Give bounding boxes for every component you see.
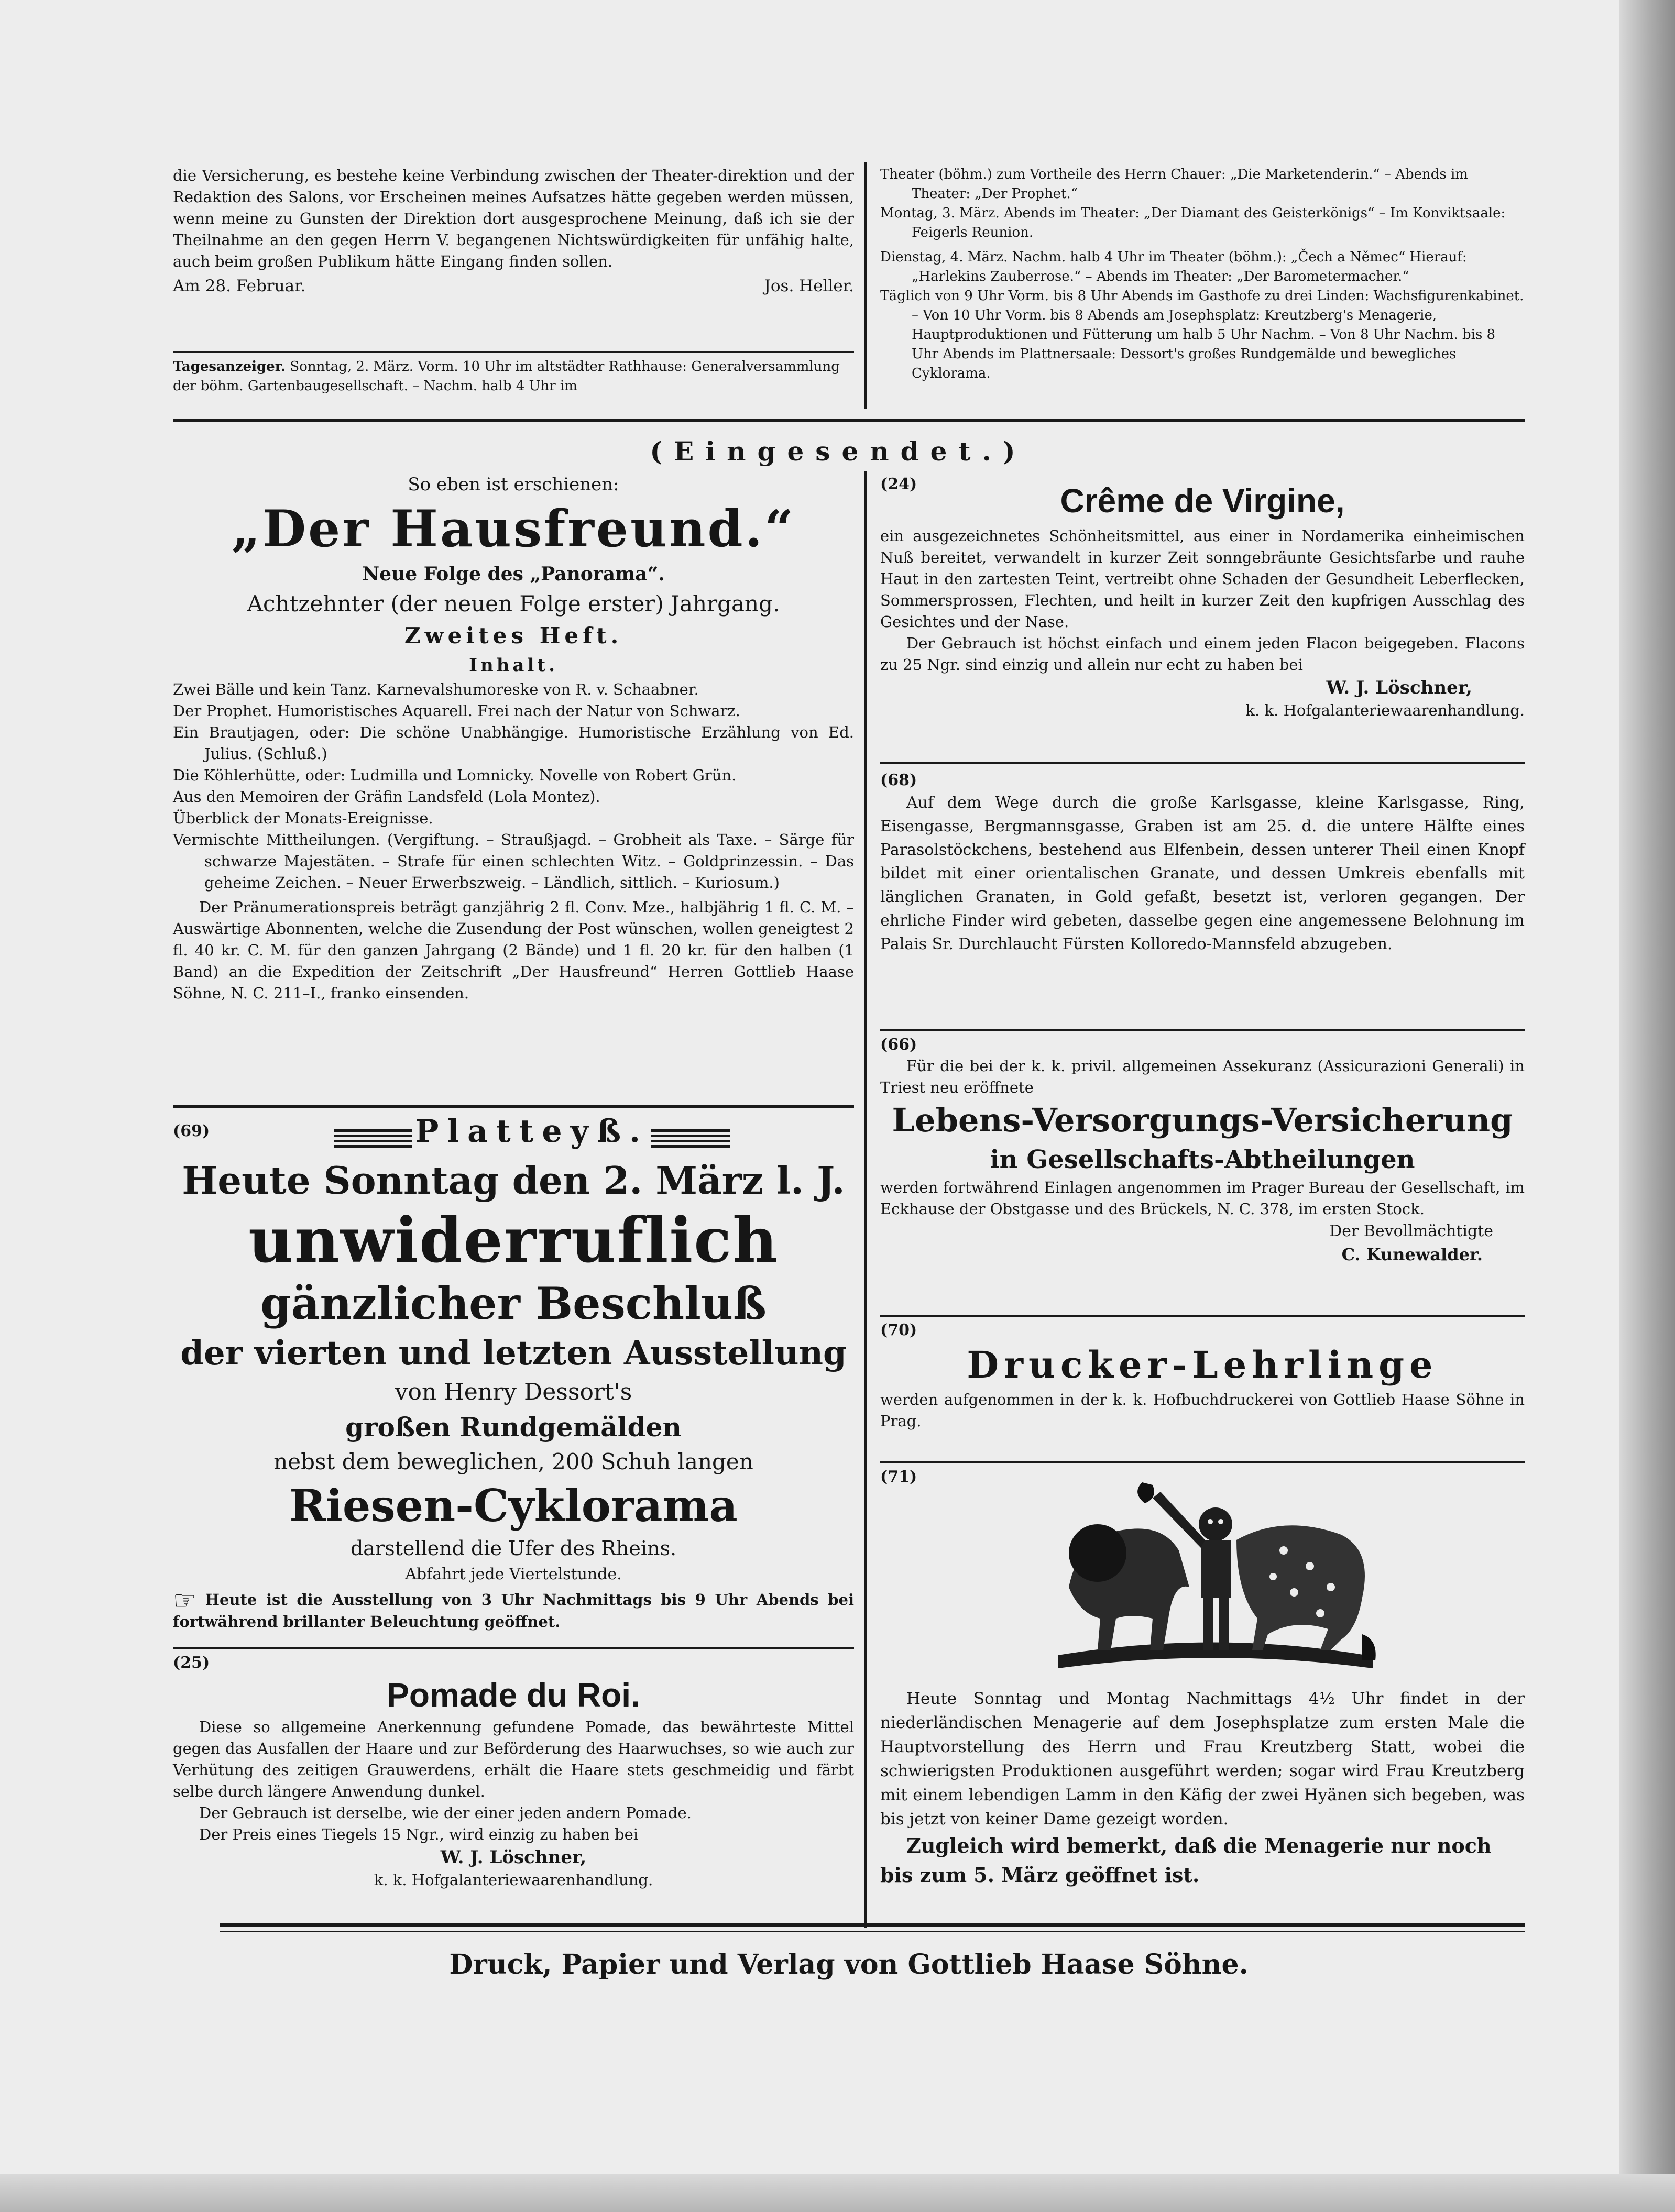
letter-section [173, 165, 854, 298]
rule [220, 1931, 1525, 1932]
insurance-sig2: C. Kunewalder. [1341, 1245, 1483, 1264]
hausfreund-year: Achtzehnter (der neuen Folge erster) Jahrgang. [247, 591, 780, 617]
listing-line: Theater (böhm.) zum Vortheile des Herrn Chauer: „Die Marketenderin.“ – Abends im Theater: „Der Prophet.“ [880, 167, 1468, 202]
contents-item: Aus den Memoiren der Gräfin Landsfeld (Lola Montez). [173, 788, 600, 806]
platteys-line7: nebst dem beweglichen, 200 Schuh langen [273, 1448, 753, 1474]
pomade-seller: W. J. Löschner, [440, 1847, 587, 1868]
platteys-line3: gänzlicher Beschluß [260, 1277, 767, 1329]
lost-item-ad [880, 770, 1525, 956]
column-divider [864, 162, 867, 409]
platteys-line9: darstellend die Ufer des Rheins. [350, 1536, 677, 1560]
tagesanzeiger-label: Tagesanzeiger. [173, 359, 286, 375]
insurance-text: Für die bei der k. k. privil. allgemeinen Assekuranz (Assicurazioni Generali) in Triest neu eröffnete [880, 1057, 1525, 1096]
ad-number: (66) [880, 1036, 917, 1054]
rule [220, 1923, 1525, 1927]
platteys-ad [173, 1113, 854, 1633]
creme-seller-title: k. k. Hofgalanteriewaarenhandlung. [1245, 701, 1525, 719]
platteys-title: Platteyß. [415, 1113, 649, 1150]
ad-number: (68) [880, 771, 917, 789]
platteys-line8: Riesen-Cyklorama [289, 1479, 738, 1532]
hausfreund-contents-label: Inhalt. [469, 655, 558, 676]
page-bottom-margin [0, 2174, 1675, 2212]
hausfreund-ad [173, 471, 854, 1004]
ad-number: (69) [173, 1122, 210, 1141]
pomade-price: Der Preis eines Tiegels 15 Ngr., wird einzig zu haben bei [199, 1825, 639, 1843]
contents-item: Der Prophet. Humoristisches Aquarell. Frei nach der Natur von Schwarz. [173, 702, 740, 720]
menagerie-text: Heute Sonntag und Montag Nachmittags 4½ Uhr findet in der niederländischen Menagerie auf dem Josephsplatze zum ersten Male die Hauptvorstellung des Herrn und Frau Kreutzberg Statt, wobei die schwierigsten Produktionen ausgeführt werden; sogar wird Frau Kreutzberg mit einem lebendigen Lamm in den Käfig der zwei Hyänen sich begeben, was bis jetzt von keiner Dame gezeigt worden. [880, 1689, 1525, 1829]
hausfreund-issue: Zweites Heft. [404, 623, 623, 648]
rule [880, 1315, 1525, 1317]
contents-item: Überblick der Monats-Ereignisse. [173, 809, 433, 827]
insurance-subtitle: in Gesellschafts-Abtheilungen [990, 1145, 1415, 1174]
insurance-body: werden fortwährend Einlagen angenommen im Prager Bureau der Gesellschaft, im Eckhause der Obstgasse und des Brückels, N. C. 378, im ersten Stock. [880, 1179, 1525, 1218]
insurance-sig1: Der Bevollmächtigte [1329, 1222, 1493, 1240]
ad-number: (70) [880, 1321, 917, 1339]
apprentice-text: werden aufgenommen in der k. k. Hofbuchdruckerei von Gottlieb Haase Söhne in Prag. [880, 1391, 1525, 1430]
pomade-seller-title: k. k. Hofgalanteriewaarenhandlung. [374, 1871, 653, 1889]
letter-date: Am 28. Februar. [173, 277, 306, 295]
pomade-text: Diese so allgemeine Anerkennung gefundene Pomade, das bewährteste Mittel gegen das Ausfallen der Haare und zur Beförderung des Haarwuchses, so wie auch zur Verhütung des zeitigen Grauwerdens, erhält die Haare stets geschmeidig und färbt selbe durch längere Anwendung dunkel. [173, 1718, 854, 1800]
pointing-hand-icon: ☞ [173, 1585, 196, 1615]
column-divider [864, 471, 867, 1928]
creme-text: ein ausgezeichnetes Schönheitsmittel, aus einer in Nordamerika einheimischen Nuß bereitet, verwandelt in kurzer Zeit sonngebräunte Gesichtsfarbe und rauhe Haut in den zartesten Teint, vertreibt ohne Schaden der Gesundheit Leberflecken, Sommersprossen, Flechten, und heilt in kurzer Zeit den kupfrigen Ausschlag des Gesichtes und der Nase. [880, 527, 1525, 631]
ornament-lines [334, 1129, 412, 1150]
letter-signature: Jos. Heller. [764, 277, 854, 295]
ad-number: (71) [880, 1468, 917, 1486]
letter-paragraph: die Versicherung, es bestehe keine Verbindung zwischen der Theater-direktion und der Redaktion des Salons, vor Erscheinen meines Aufsatzes hätte gegeben werden müssen, wenn meine zu Gunsten der Direktion dort ausgesprochene Meinung, daß ich sie der Theilnahme an den gegen Herrn V. begangenen Nichtswürdigkeiten für unfähig halte, auch beim großen Publikum hätte Eingang finden sollen. [173, 167, 854, 270]
tagesanzeiger [173, 357, 854, 396]
hausfreund-subtitle: Neue Folge des „Panorama“. [362, 563, 665, 585]
imprint: Druck, Papier und Verlag von Gottlieb Haase Söhne. [449, 1949, 1249, 1980]
platteys-line4: der vierten und letzten Ausstellung [180, 1333, 847, 1373]
hausfreund-intro: So eben ist erschienen: [408, 474, 619, 495]
platteys-line1: Heute Sonntag den 2. März l. J. [182, 1158, 845, 1203]
contents-item: Ein Brautjagen, oder: Die schöne Unabhängige. Humoristische Erzählung von Ed. Julius. (Schluß.) [173, 723, 854, 763]
rule [173, 1105, 854, 1108]
pomade-use: Der Gebrauch ist derselbe, wie der einer jeden andern Pomade. [199, 1804, 692, 1822]
listing-line: Täglich von 9 Uhr Vorm. bis 8 Uhr Abends im Gasthofe zu drei Linden: Wachsfigurenkabinet. – Von 10 Uhr Vorm. bis 8 Abends am Josephsplatz: Kreutzberg's Menagerie, Hauptproduktionen und Fütterung um halb 5 Uhr Nachm. – Von 8 Uhr Nachm. bis 8 Uhr Abends im Plattnersaale: Dessort's großes Rundgemälde und bewegliches Cyklorama. [880, 288, 1524, 381]
pomade-title: Pomade du Roi. [387, 1676, 640, 1714]
contents-item: Vermischte Mittheilungen. (Vergiftung. – Straußjagd. – Grobheit als Taxe. – Särge für schwarze Majestäten. – Strafe für einen schlechten Witz. – Goldprinzessin. – Das geheime Zeichen. – Neuer Erwerbszweig. – Ländlich, sittlich. – Kuriosum.) [173, 831, 854, 892]
platteys-line6: großen Rundgemälden [345, 1411, 682, 1443]
contents-item: Die Köhlerhütte, oder: Ludmilla und Lomnicky. Novelle von Robert Grün. [173, 766, 737, 784]
page-edge-shadow [1619, 0, 1675, 2212]
ad-number: (24) [880, 475, 917, 493]
hausfreund-terms: Der Pränumerationspreis beträgt ganzjährig 2 fl. Conv. Mze., halbjährig 1 fl. C. M. – Auswärtige Abonnenten, welche die Zusendung der Post wünschen, wollen geneigtest 2 fl. 40 kr. C. M. für den ganzen Jahrgang (2 Bände) und 1 fl. 20 kr. für den halben (1 Band) an die Expedition der Zeitschrift „Der Hausfreund“ Herren Gottlieb Haase Söhne, N. C. 211–I., franko einsenden. [173, 898, 854, 1002]
contents-item: Zwei Bälle und kein Tanz. Karnevalshumoreske von R. v. Schaabner. [173, 680, 699, 698]
insurance-title: Lebens-Versorgungs-Versicherung [892, 1101, 1513, 1139]
listing-line: Montag, 3. März. Abends im Theater: „Der Diamant des Geisterkönigs“ – Im Konviktsaale: Feigerls Reunion. [880, 205, 1506, 240]
rule [880, 1029, 1525, 1031]
rule [173, 419, 1525, 422]
ad-number: (25) [173, 1654, 210, 1672]
rule [173, 1647, 854, 1649]
platteys-line11: Heute ist die Ausstellung von 3 Uhr Nachmittags bis 9 Uhr Abends bei fortwährend brillanter Beleuchtung geöffnet. [173, 1590, 855, 1631]
rule [880, 762, 1525, 764]
platteys-line10: Abfahrt jede Viertelstunde. [405, 1565, 622, 1583]
listing-line: Dienstag, 4. März. Nachm. halb 4 Uhr im Theater (böhm.): „Čech a Němec“ Hierauf: „Harlekins Zauberrose.“ – Abends im Theater: „Der Barometermacher.“ [880, 249, 1467, 284]
menagerie-text-block [880, 1687, 1525, 1890]
platteys-line5: von Henry Dessort's [395, 1378, 632, 1405]
apprentice-title: Drucker-Lehrlinge [967, 1343, 1438, 1386]
day-listing [880, 165, 1525, 383]
eingesendet-heading: (Eingesendet.) [650, 436, 1027, 467]
hausfreund-title: „Der Hausfreund.“ [231, 499, 796, 558]
rule [173, 351, 854, 353]
insurance-ad [880, 1035, 1525, 1266]
menagerie-note: Zugleich wird bemerkt, daß die Menagerie nur noch bis zum 5. März geöffnet ist. [880, 1834, 1492, 1887]
tagesanzeiger-text: Sonntag, 2. März. Vorm. 10 Uhr im altstädter Rathhause: Generalversammlung der böhm. Gartenbaugesellschaft. – Nachm. halb 4 Uhr im [173, 359, 840, 394]
creme-title: Crême de Virgine, [1060, 482, 1345, 520]
pomade-ad [173, 1653, 854, 1890]
menagerie-illustration [1048, 1461, 1383, 1676]
creme-use: Der Gebrauch ist höchst einfach und einem jeden Flacon beigegeben. Flacons zu 25 Ngr. sind einzig und allein nur echt zu haben bei [880, 634, 1525, 674]
apprentice-ad [880, 1320, 1525, 1432]
lost-text: Auf dem Wege durch die große Karlsgasse, kleine Karlsgasse, Ring, Eisengasse, Bergmannsgasse, Graben ist am 25. d. die untere Hälfte eines Parasolstöckchens, bestehend aus Elfenbein, dessen unterer Theil einen Knopf bildet mit einer orientalischen Granate, und dessen Umkreis ebenfalls mit länglichen Granaten, in Gold gefaßt, besetzt ist, verloren gegangen. Der ehrliche Finder wird gebeten, dasselbe gegen eine angemessene Belohnung im Palais Sr. Durchlaucht Fürsten Kolloredo-Mannsfeld abzugeben. [880, 794, 1525, 953]
platteys-line2: unwiderruflich [248, 1203, 779, 1276]
ornament-lines [651, 1129, 730, 1150]
creme-seller: W. J. Löschner, [1326, 677, 1472, 698]
creme-ad [880, 474, 1525, 721]
